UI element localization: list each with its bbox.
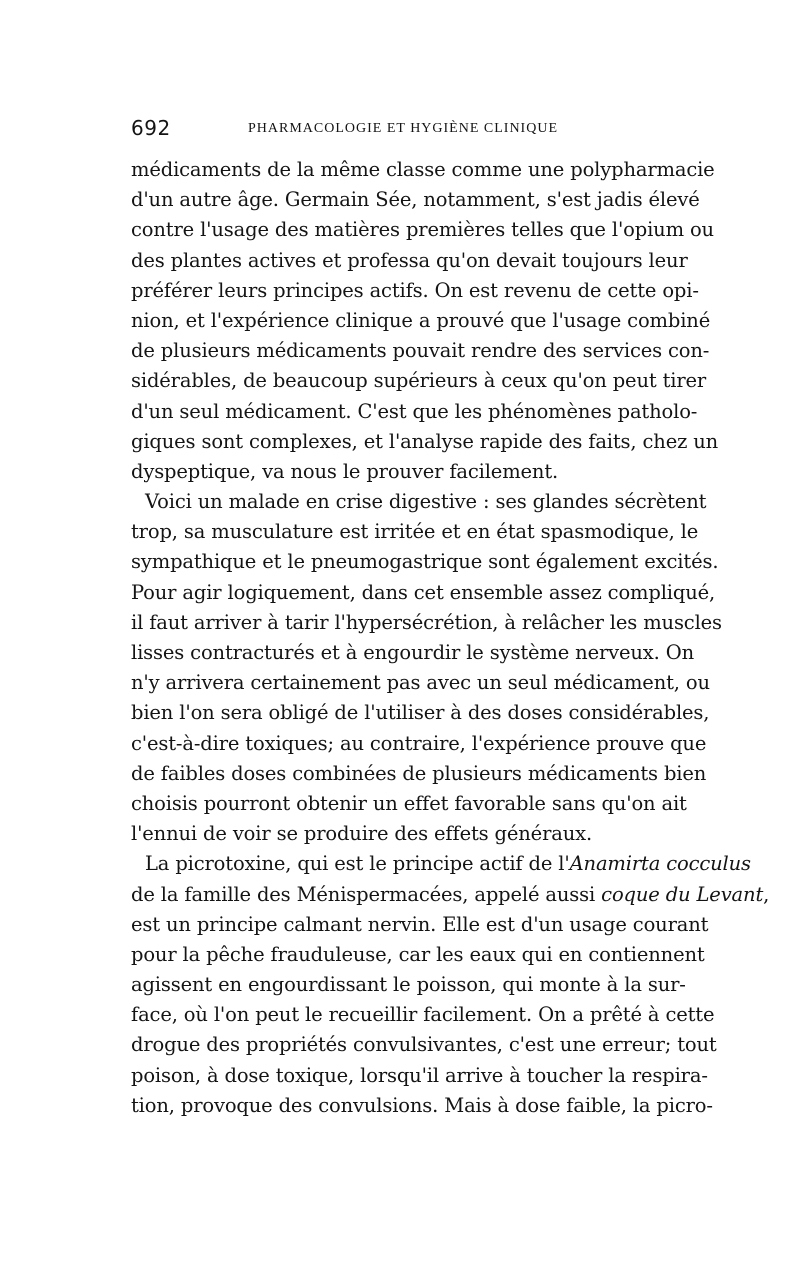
text-line: lisses contracturés et à engourdir le système nerveux. On	[131, 641, 694, 664]
text-line: n'y arrivera certainement pas avec un seul médicament, ou	[131, 671, 710, 695]
page-number: 692	[131, 116, 171, 140]
text-line: Pour agir logiquement, dans cet ensemble assez compliqué,	[131, 580, 716, 604]
paragraph-1	[131, 155, 719, 487]
text-line: de faibles doses combinées de plusieurs médicaments bien	[131, 761, 707, 785]
paragraph-3	[131, 849, 770, 1121]
text-segment: La picrotoxine, qui est le principe actif de l'	[145, 852, 570, 876]
text-line: d'un seul médicament. C'est que les phénomènes patholo-	[131, 399, 698, 423]
text-line: contre l'usage des matières premières telles que l'opium ou	[131, 218, 714, 242]
text-line: dyspeptique, va nous le prouver facilement.	[131, 459, 559, 483]
text-line: des plantes actives et professa qu'on devait toujours leur	[131, 248, 688, 272]
text-line: giques sont complexes, et l'analyse rapide des faits, chez un	[131, 429, 719, 453]
text-line: est un principe calmant nervin. Elle est d'un usage courant	[131, 912, 709, 936]
text-line: tion, provoque des convulsions. Mais à dose faible, la picro-	[131, 1093, 713, 1117]
text-line: préférer leurs principes actifs. On est revenu de cette opi-	[131, 278, 699, 302]
text-line	[131, 849, 751, 879]
text-line: agissent en engourdissant le poisson, qui monte à la sur-	[131, 973, 686, 997]
paragraph-2	[131, 487, 722, 849]
text-line	[131, 880, 770, 910]
text-line: c'est-à-dire toxiques; au contraire, l'expérience prouve que	[131, 731, 707, 755]
text-line: drogue des propriétés convulsivantes, c'est une erreur; tout	[131, 1033, 717, 1057]
text-line: médicaments de la même classe comme une polypharmacie	[131, 158, 715, 181]
text-segment: ,	[763, 882, 770, 906]
page-header	[131, 116, 676, 142]
text-line: trop, sa musculature est irritée et en état spasmodique, le	[131, 520, 699, 544]
text-line: Voici un malade en crise digestive : ses glandes sécrètent	[145, 490, 707, 514]
text-line: poison, à dose toxique, lorsqu'il arrive à toucher la respira-	[131, 1063, 708, 1087]
text-line: bien l'on sera obligé de l'utiliser à des doses considérables,	[131, 701, 710, 725]
body-text	[131, 155, 770, 1121]
text-line: d'un autre âge. Germain Sée, notamment, s'est jadis élevé	[131, 188, 700, 212]
text-line: face, où l'on peut le recueillir facilement. On a prêté à cette	[131, 1003, 715, 1027]
italic-term: Anamirta cocculus	[569, 852, 751, 876]
text-line: choisis pourront obtenir un effet favorable sans qu'on ait	[131, 791, 687, 815]
text-line: pour la pêche frauduleuse, car les eaux qui en contiennent	[131, 942, 705, 966]
text-line: il faut arriver à tarir l'hypersécrétion, à relâcher les muscles	[131, 610, 722, 634]
text-line: sympathique et le pneumogastrique sont également excités.	[131, 550, 719, 574]
text-line: nion, et l'expérience clinique a prouvé que l'usage combiné	[131, 308, 711, 332]
text-segment: de la famille des Ménispermacées, appelé aussi	[131, 882, 602, 906]
text-line: l'ennui de voir se produire des effets généraux.	[131, 822, 593, 846]
running-title: PHARMACOLOGIE ET HYGIÈNE CLINIQUE	[248, 121, 558, 136]
italic-term: coque du Levant	[601, 882, 764, 906]
text-line: sidérables, de beaucoup supérieurs à ceux qu'on peut tirer	[131, 369, 707, 393]
text-line: de plusieurs médicaments pouvait rendre des services con-	[131, 339, 710, 363]
